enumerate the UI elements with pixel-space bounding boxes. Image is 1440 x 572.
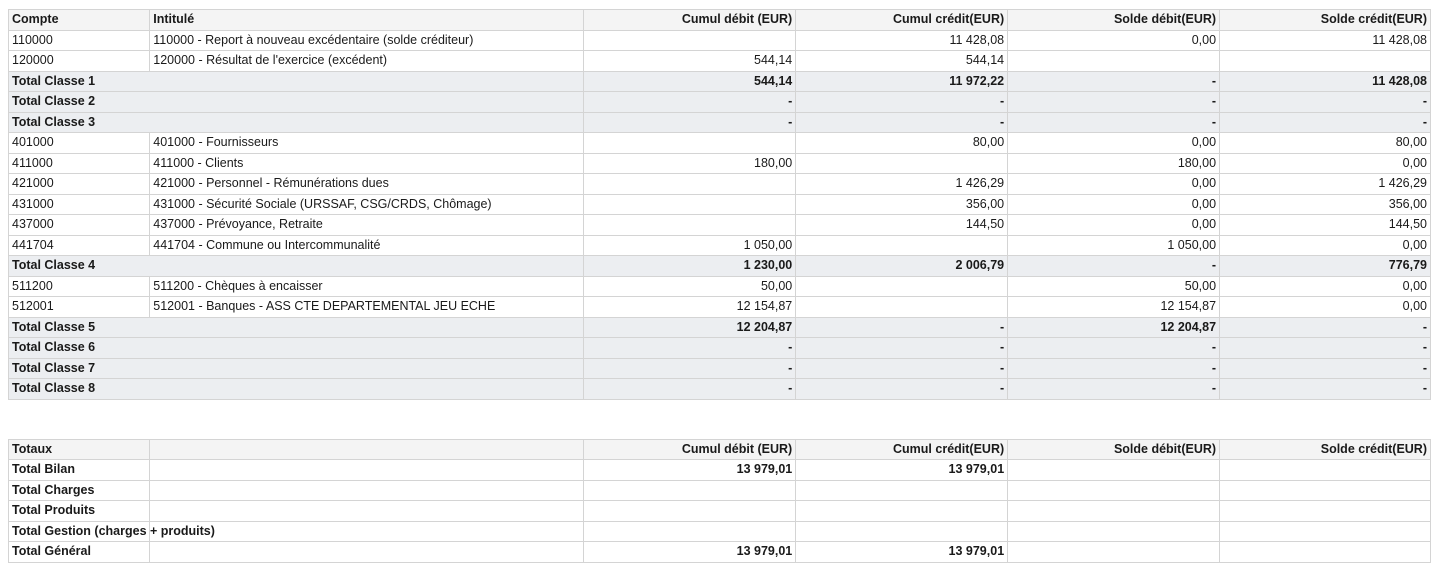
col-header-compte[interactable]: Compte xyxy=(9,10,150,31)
compte-cell: Total Classe 3 xyxy=(9,112,150,133)
total-row xyxy=(9,317,1431,338)
solde-credit-cell: 11 428,08 xyxy=(1220,71,1431,92)
cumul-debit-cell xyxy=(584,133,796,154)
totals-label-cell: Total Produits xyxy=(9,501,150,522)
cumul-credit-cell: 144,50 xyxy=(796,215,1008,236)
table-row xyxy=(9,51,1431,72)
intitule-cell xyxy=(150,338,584,359)
solde-credit-cell: 0,00 xyxy=(1220,276,1431,297)
totals-label-cell: Total Gestion (charges + produits) xyxy=(9,521,150,542)
total-row xyxy=(9,379,1431,400)
solde-credit-cell: - xyxy=(1220,317,1431,338)
compte-cell: 441704 xyxy=(9,235,150,256)
compte-cell: Total Classe 6 xyxy=(9,338,150,359)
compte-cell: Total Classe 4 xyxy=(9,256,150,277)
cumul-debit-cell: - xyxy=(584,92,796,113)
intitule-cell xyxy=(150,256,584,277)
cumul-credit-cell: 356,00 xyxy=(796,194,1008,215)
col-header-totaux[interactable]: Totaux xyxy=(9,439,150,460)
solde-debit-cell xyxy=(1008,501,1220,522)
table-row xyxy=(9,297,1431,318)
solde-debit-cell: 0,00 xyxy=(1008,174,1220,195)
cumul-credit-cell: 1 426,29 xyxy=(796,174,1008,195)
cumul-debit-cell xyxy=(584,521,796,542)
table-row xyxy=(9,30,1431,51)
solde-credit-cell: 11 428,08 xyxy=(1220,30,1431,51)
intitule-cell xyxy=(150,317,584,338)
compte-cell: 437000 xyxy=(9,215,150,236)
compte-cell: 431000 xyxy=(9,194,150,215)
totals-label-cell: Total Charges xyxy=(9,480,150,501)
intitule-cell xyxy=(150,92,584,113)
total-row xyxy=(9,338,1431,359)
solde-debit-cell: - xyxy=(1008,112,1220,133)
totals-label-cell: Total Bilan xyxy=(9,460,150,481)
totals-row xyxy=(9,501,1431,522)
cumul-debit-cell: 544,14 xyxy=(584,51,796,72)
cumul-debit-cell: - xyxy=(584,358,796,379)
solde-credit-cell: 0,00 xyxy=(1220,153,1431,174)
cumul-credit-cell: 544,14 xyxy=(796,51,1008,72)
intitule-cell xyxy=(150,480,584,501)
solde-credit-cell: 1 426,29 xyxy=(1220,174,1431,195)
solde-debit-cell: 180,00 xyxy=(1008,153,1220,174)
cumul-debit-cell: 13 979,01 xyxy=(584,460,796,481)
cumul-debit-cell: 50,00 xyxy=(584,276,796,297)
solde-debit-cell: 50,00 xyxy=(1008,276,1220,297)
solde-debit-cell xyxy=(1008,51,1220,72)
total-row xyxy=(9,256,1431,277)
cumul-credit-cell: 11 428,08 xyxy=(796,30,1008,51)
table-row xyxy=(9,235,1431,256)
solde-debit-cell xyxy=(1008,480,1220,501)
cumul-credit-cell: 13 979,01 xyxy=(796,460,1008,481)
table-row xyxy=(9,215,1431,236)
solde-debit-cell: - xyxy=(1008,358,1220,379)
intitule-cell: 511200 - Chèques à encaisser xyxy=(150,276,584,297)
col-header-solde-debit[interactable]: Solde débit(EUR) xyxy=(1008,10,1220,31)
totals-row xyxy=(9,460,1431,481)
solde-credit-cell xyxy=(1220,521,1431,542)
compte-cell: 120000 xyxy=(9,51,150,72)
cumul-debit-cell xyxy=(584,480,796,501)
totals-table xyxy=(8,439,1431,563)
compte-cell: Total Classe 7 xyxy=(9,358,150,379)
intitule-cell xyxy=(150,379,584,400)
col-header-cumul-credit[interactable]: Cumul crédit(EUR) xyxy=(796,10,1008,31)
cumul-debit-cell: 180,00 xyxy=(584,153,796,174)
solde-debit-cell xyxy=(1008,521,1220,542)
intitule-cell: 120000 - Résultat de l'exercice (excédent) xyxy=(150,51,584,72)
solde-debit-cell: - xyxy=(1008,379,1220,400)
solde-debit-cell: - xyxy=(1008,256,1220,277)
intitule-cell: 421000 - Personnel - Rémunérations dues xyxy=(150,174,584,195)
cumul-credit-cell: 11 972,22 xyxy=(796,71,1008,92)
col-header-cumul-credit[interactable]: Cumul crédit(EUR) xyxy=(796,439,1008,460)
solde-credit-cell: - xyxy=(1220,92,1431,113)
col-header-solde-debit[interactable]: Solde débit(EUR) xyxy=(1008,439,1220,460)
cumul-debit-cell: - xyxy=(584,338,796,359)
cumul-credit-cell: - xyxy=(796,358,1008,379)
col-header-cumul-debit[interactable]: Cumul débit (EUR) xyxy=(584,10,796,31)
cumul-credit-cell: 13 979,01 xyxy=(796,542,1008,563)
solde-debit-cell: 1 050,00 xyxy=(1008,235,1220,256)
cumul-credit-cell: 2 006,79 xyxy=(796,256,1008,277)
compte-cell: 511200 xyxy=(9,276,150,297)
solde-debit-cell: - xyxy=(1008,338,1220,359)
cumul-credit-cell: 80,00 xyxy=(796,133,1008,154)
compte-cell: 110000 xyxy=(9,30,150,51)
compte-cell: Total Classe 5 xyxy=(9,317,150,338)
solde-debit-cell: 0,00 xyxy=(1008,194,1220,215)
cumul-debit-cell xyxy=(584,215,796,236)
solde-credit-cell: - xyxy=(1220,358,1431,379)
compte-cell: 512001 xyxy=(9,297,150,318)
solde-debit-cell: - xyxy=(1008,92,1220,113)
solde-credit-cell: - xyxy=(1220,379,1431,400)
intitule-cell xyxy=(150,460,584,481)
solde-credit-cell xyxy=(1220,460,1431,481)
solde-debit-cell: 12 204,87 xyxy=(1008,317,1220,338)
cumul-credit-cell xyxy=(796,480,1008,501)
compte-cell: Total Classe 8 xyxy=(9,379,150,400)
solde-debit-cell: 0,00 xyxy=(1008,133,1220,154)
balance-table xyxy=(8,9,1431,400)
cumul-debit-cell: 544,14 xyxy=(584,71,796,92)
total-row xyxy=(9,71,1431,92)
total-row xyxy=(9,358,1431,379)
intitule-cell xyxy=(150,112,584,133)
intitule-cell xyxy=(150,71,584,92)
table-header-row xyxy=(9,10,1431,31)
cumul-debit-cell xyxy=(584,501,796,522)
cumul-debit-cell: 1 230,00 xyxy=(584,256,796,277)
cumul-credit-cell: - xyxy=(796,317,1008,338)
cumul-debit-cell: 13 979,01 xyxy=(584,542,796,563)
intitule-cell xyxy=(150,358,584,379)
solde-credit-cell: 0,00 xyxy=(1220,297,1431,318)
cumul-debit-cell: - xyxy=(584,112,796,133)
cumul-debit-cell xyxy=(584,194,796,215)
intitule-cell xyxy=(150,542,584,563)
table-row xyxy=(9,276,1431,297)
intitule-cell: 441704 - Commune ou Intercommunalité xyxy=(150,235,584,256)
solde-credit-cell: 80,00 xyxy=(1220,133,1431,154)
cumul-credit-cell: - xyxy=(796,112,1008,133)
solde-debit-cell xyxy=(1008,542,1220,563)
intitule-cell: 431000 - Sécurité Sociale (URSSAF, CSG/CRDS, Chômage) xyxy=(150,194,584,215)
table-row xyxy=(9,174,1431,195)
cumul-credit-cell xyxy=(796,521,1008,542)
intitule-cell: 411000 - Clients xyxy=(150,153,584,174)
cumul-credit-cell: - xyxy=(796,379,1008,400)
cumul-credit-cell xyxy=(796,501,1008,522)
solde-credit-cell: 776,79 xyxy=(1220,256,1431,277)
table-row xyxy=(9,194,1431,215)
totals-label-cell: Total Général xyxy=(9,542,150,563)
cumul-credit-cell xyxy=(796,297,1008,318)
solde-debit-cell: - xyxy=(1008,71,1220,92)
compte-cell: 411000 xyxy=(9,153,150,174)
compte-cell: Total Classe 1 xyxy=(9,71,150,92)
col-header-blank xyxy=(150,439,584,460)
compte-cell: Total Classe 2 xyxy=(9,92,150,113)
cumul-credit-cell xyxy=(796,276,1008,297)
solde-debit-cell xyxy=(1008,460,1220,481)
solde-credit-cell: - xyxy=(1220,338,1431,359)
solde-credit-cell xyxy=(1220,542,1431,563)
cumul-debit-cell: 12 204,87 xyxy=(584,317,796,338)
cumul-credit-cell: - xyxy=(796,92,1008,113)
solde-credit-cell xyxy=(1220,501,1431,522)
solde-debit-cell: 0,00 xyxy=(1008,30,1220,51)
col-header-cumul-debit[interactable]: Cumul débit (EUR) xyxy=(584,439,796,460)
intitule-cell: 110000 - Report à nouveau excédentaire (solde créditeur) xyxy=(150,30,584,51)
totals-row xyxy=(9,542,1431,563)
total-row xyxy=(9,112,1431,133)
intitule-cell xyxy=(150,501,584,522)
table-spacer xyxy=(8,400,1431,439)
intitule-cell: 437000 - Prévoyance, Retraite xyxy=(150,215,584,236)
totals-header-row xyxy=(9,439,1431,460)
cumul-credit-cell xyxy=(796,153,1008,174)
intitule-cell: 512001 - Banques - ASS CTE DEPARTEMENTAL JEU ECHE xyxy=(150,297,584,318)
balance-report xyxy=(8,9,1431,563)
solde-credit-cell: 0,00 xyxy=(1220,235,1431,256)
cumul-debit-cell: 1 050,00 xyxy=(584,235,796,256)
totals-row xyxy=(9,480,1431,501)
solde-debit-cell: 0,00 xyxy=(1008,215,1220,236)
table-row xyxy=(9,133,1431,154)
col-header-intitule[interactable]: Intitulé xyxy=(150,10,584,31)
solde-credit-cell xyxy=(1220,480,1431,501)
solde-debit-cell: 12 154,87 xyxy=(1008,297,1220,318)
solde-credit-cell: 144,50 xyxy=(1220,215,1431,236)
cumul-debit-cell: 12 154,87 xyxy=(584,297,796,318)
totals-row xyxy=(9,521,1431,542)
cumul-debit-cell: - xyxy=(584,379,796,400)
solde-credit-cell xyxy=(1220,51,1431,72)
col-header-solde-credit[interactable]: Solde crédit(EUR) xyxy=(1220,439,1431,460)
cumul-debit-cell xyxy=(584,30,796,51)
total-row xyxy=(9,92,1431,113)
compte-cell: 401000 xyxy=(9,133,150,154)
table-row xyxy=(9,153,1431,174)
compte-cell: 421000 xyxy=(9,174,150,195)
col-header-solde-credit[interactable]: Solde crédit(EUR) xyxy=(1220,10,1431,31)
solde-credit-cell: 356,00 xyxy=(1220,194,1431,215)
intitule-cell: 401000 - Fournisseurs xyxy=(150,133,584,154)
cumul-credit-cell xyxy=(796,235,1008,256)
solde-credit-cell: - xyxy=(1220,112,1431,133)
cumul-credit-cell: - xyxy=(796,338,1008,359)
cumul-debit-cell xyxy=(584,174,796,195)
